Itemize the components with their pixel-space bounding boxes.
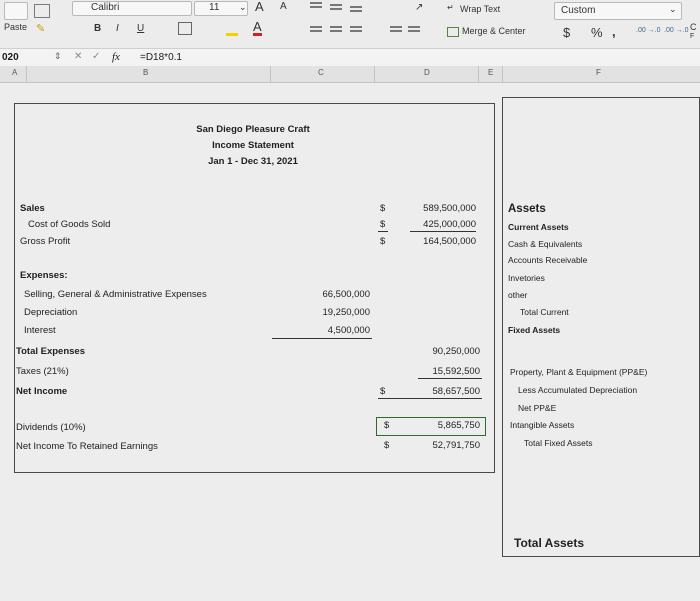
conditional-format-button[interactable]: C xyxy=(690,22,697,32)
column-header-e[interactable]: E xyxy=(488,68,494,77)
interest-value[interactable]: 4,500,000 xyxy=(327,325,370,336)
accounts-receivable-label: Accounts Receivable xyxy=(508,255,588,265)
align-center-icons[interactable] xyxy=(306,24,386,36)
chevron-down-icon: ⌄ xyxy=(669,4,677,14)
format-table-button[interactable]: F xyxy=(690,33,695,40)
net-income-dollar: $ xyxy=(380,386,386,397)
fill-color-icon[interactable] xyxy=(226,23,238,36)
currency-button[interactable]: $ xyxy=(563,25,571,40)
font-name-select[interactable] xyxy=(72,1,192,16)
font-color-button[interactable]: A xyxy=(253,19,262,34)
confirm-icon[interactable]: ✓ xyxy=(92,51,101,62)
italic-button[interactable]: I xyxy=(116,23,119,34)
sales-value[interactable]: 589,500,000 xyxy=(423,203,476,214)
depreciation-label: Depreciation xyxy=(24,307,78,318)
bold-button[interactable]: B xyxy=(94,23,102,34)
ribbon-toolbar xyxy=(0,0,700,49)
ppe-label: Property, Plant & Equipment (PP&E) xyxy=(510,367,648,377)
shrink-font-button[interactable]: A xyxy=(280,1,287,12)
column-headers xyxy=(0,66,700,83)
retained-earnings-label: Net Income To Retained Earnings xyxy=(16,441,158,452)
formula-bar xyxy=(0,49,700,67)
total-fixed-assets-label: Total Fixed Assets xyxy=(524,438,593,448)
depreciation-value[interactable]: 19,250,000 xyxy=(322,307,370,318)
merge-center-icon[interactable] xyxy=(447,27,459,37)
gross-profit-label: Gross Profit xyxy=(20,236,71,247)
taxes-label: Taxes (21%) xyxy=(16,366,69,377)
gross-profit-value[interactable]: 164,500,000 xyxy=(423,236,476,247)
font-size-value: 11 xyxy=(209,2,220,13)
format-painter-icon[interactable]: ✎ xyxy=(36,23,46,35)
statement-title: Income Statement xyxy=(212,140,294,151)
cogs-label: Cost of Goods Sold xyxy=(28,219,111,230)
underline-button[interactable]: U xyxy=(137,23,145,34)
total-expenses-value[interactable]: 90,250,000 xyxy=(432,346,480,357)
less-depreciation-label: Less Accumulated Depreciation xyxy=(518,385,638,395)
name-box-stepper-icon[interactable]: ⇕ xyxy=(54,51,62,61)
taxes-value[interactable]: 15,592,500 xyxy=(432,366,480,377)
column-header-a[interactable]: A xyxy=(12,68,18,77)
sga-value[interactable]: 66,500,000 xyxy=(322,289,370,300)
total-assets-label: Total Assets xyxy=(514,536,585,550)
wrap-text-button[interactable]: Wrap Text xyxy=(460,4,501,14)
fx-icon[interactable]: fx xyxy=(112,51,120,63)
dividends-dollar: $ xyxy=(384,420,390,431)
expenses-label: Expenses: xyxy=(20,270,68,281)
gross-profit-dollar: $ xyxy=(380,236,386,247)
column-header-d[interactable]: D xyxy=(424,68,430,77)
column-header-f[interactable]: F xyxy=(596,68,601,77)
sales-label: Sales xyxy=(20,203,45,214)
copy-icon[interactable] xyxy=(34,4,50,18)
statement-period: Jan 1 - Dec 31, 2021 xyxy=(208,156,298,167)
wrap-text-icon[interactable]: ↵ xyxy=(447,3,454,12)
sales-dollar: $ xyxy=(380,203,386,214)
merge-center-button[interactable]: Merge & Center xyxy=(462,26,526,36)
font-name-value: Calibri xyxy=(91,2,120,13)
paste-button[interactable] xyxy=(4,2,28,20)
cogs-dollar: $ xyxy=(380,219,386,230)
borders-icon[interactable] xyxy=(178,22,192,35)
formula-input[interactable]: =D18*0.1 xyxy=(140,52,182,63)
percent-button[interactable]: % xyxy=(591,25,603,40)
company-name: San Diego Pleasure Craft xyxy=(196,124,310,135)
net-income-value[interactable]: 58,657,500 xyxy=(432,386,480,397)
net-ppe-label: Net PP&E xyxy=(518,403,557,413)
paste-label: Paste xyxy=(4,22,28,32)
cancel-icon[interactable]: ✕ xyxy=(74,51,83,62)
cogs-value[interactable]: 425,000,000 xyxy=(423,219,476,230)
cash-label: Cash & Equivalents xyxy=(508,239,583,249)
retained-earnings-value[interactable]: 52,791,750 xyxy=(432,440,480,451)
column-header-c[interactable]: C xyxy=(318,68,324,77)
comma-button[interactable]: , xyxy=(612,24,616,39)
sga-label: Selling, General & Administrative Expenses xyxy=(24,289,207,300)
grow-font-button[interactable]: A xyxy=(255,0,264,14)
decrease-decimal-button[interactable]: .00 →.0 xyxy=(664,27,689,34)
fixed-assets-label: Fixed Assets xyxy=(508,325,561,335)
name-box[interactable]: 020 xyxy=(2,52,19,63)
interest-label: Interest xyxy=(24,325,56,336)
current-assets-label: Current Assets xyxy=(508,222,569,232)
indent-icons[interactable] xyxy=(390,24,426,36)
intangible-assets-label: Intangible Assets xyxy=(510,420,575,430)
net-income-label: Net Income xyxy=(16,386,68,397)
retained-earnings-dollar: $ xyxy=(384,440,390,451)
total-expenses-label: Total Expenses xyxy=(16,346,85,357)
orientation-icon[interactable]: ↗ xyxy=(415,2,424,13)
number-format-select[interactable] xyxy=(554,2,682,20)
chevron-down-icon: ⌄ xyxy=(239,2,247,12)
total-current-label: Total Current xyxy=(520,307,569,317)
align-top-icons[interactable] xyxy=(306,0,366,14)
column-header-b[interactable]: B xyxy=(143,68,149,77)
dividends-value[interactable]: 5,865,750 xyxy=(437,420,480,431)
number-format-value: Custom xyxy=(561,5,596,16)
assets-heading: Assets xyxy=(508,203,546,215)
increase-decimal-button[interactable]: .00 →.0 xyxy=(636,27,661,34)
other-label: other xyxy=(508,290,528,300)
font-size-select[interactable] xyxy=(194,1,248,16)
dividends-label: Dividends (10%) xyxy=(16,422,86,433)
inventories-label: Invetories xyxy=(508,273,545,283)
